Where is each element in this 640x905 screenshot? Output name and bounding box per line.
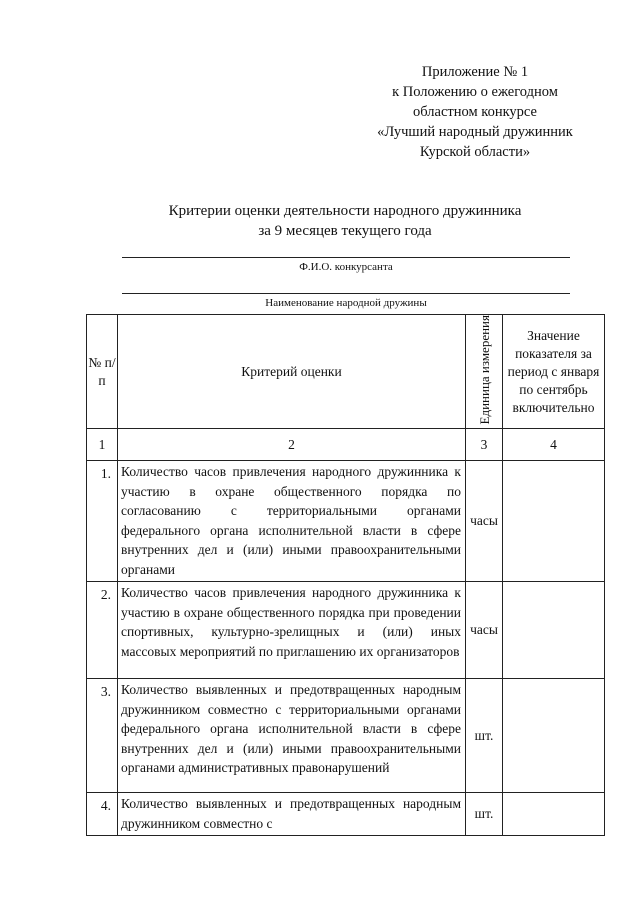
unit-caption: Наименование народной дружины	[265, 297, 427, 309]
document-title-line2: за 9 месяцев текущего года	[258, 223, 432, 239]
table-header-row	[87, 315, 605, 429]
appendix-contest: областном конкурсе	[413, 104, 537, 120]
table-row	[87, 461, 605, 582]
criterion-cell: Количество часов привлечения народного дружинника к участию в охране общественного порядка по согласованию с территориальными органами федерального органа исполнительной власти в сфере внутренних дел и (или) иными правоохранительными органами	[118, 461, 466, 582]
fio-caption: Ф.И.О. конкурсанта	[299, 261, 393, 273]
row-number: 1.	[87, 461, 118, 582]
row-number: 3.	[87, 679, 118, 793]
value-cell	[503, 679, 605, 793]
unit-line	[122, 293, 570, 294]
header-criterion: Критерий оценки	[118, 315, 466, 429]
table-row	[87, 679, 605, 793]
unit-cell: часы	[466, 582, 503, 679]
appendix-number: Приложение № 1	[421, 64, 529, 80]
document-title-line1: Критерии оценки деятельности народного дружинника	[168, 203, 522, 219]
value-cell	[503, 793, 605, 836]
table-row	[87, 582, 605, 679]
value-cell	[503, 582, 605, 679]
row-number: 2.	[87, 582, 118, 679]
criterion-cell: Количество часов привлечения народного дружинника к участию в охране общественного порядка при проведении спортивных, культурно-зрелищных и (или) иных массовых мероприятий по приглашению их организаторов	[118, 582, 466, 679]
table-row	[87, 793, 605, 836]
header-num: № п/п	[87, 315, 118, 429]
header-unit	[466, 315, 503, 429]
index-cell: 2	[118, 429, 466, 461]
table-index-row	[87, 429, 605, 461]
unit-cell: часы	[466, 461, 503, 582]
criterion-cell: Количество выявленных и предотвращенных народным дружинником совместно с территориальными органами федерального органа исполнительной власти в сфере внутренних дел и (или) иными правоохранительными органами административных правонарушений	[118, 679, 466, 793]
appendix-region: Курской области»	[419, 144, 531, 160]
index-cell: 1	[87, 429, 118, 461]
index-cell: 3	[466, 429, 503, 461]
index-cell: 4	[503, 429, 605, 461]
fio-line	[122, 257, 570, 258]
document-title	[120, 201, 570, 241]
unit-cell: шт.	[466, 793, 503, 836]
appendix-reference: к Положению о ежегодном	[392, 84, 558, 100]
criterion-cell: Количество выявленных и предотвращенных народным дружинником совместно с	[118, 793, 466, 836]
header-value: Значение показателя за период с января по сентябрь включительно	[503, 315, 605, 429]
appendix-contest-name: «Лучший народный дружинник	[377, 124, 573, 140]
unit-cell: шт.	[466, 679, 503, 793]
header-unit-text: Единица измерения	[476, 315, 492, 425]
value-cell	[503, 461, 605, 582]
row-number: 4.	[87, 793, 118, 836]
appendix-block	[360, 62, 590, 162]
criteria-table	[86, 314, 605, 836]
